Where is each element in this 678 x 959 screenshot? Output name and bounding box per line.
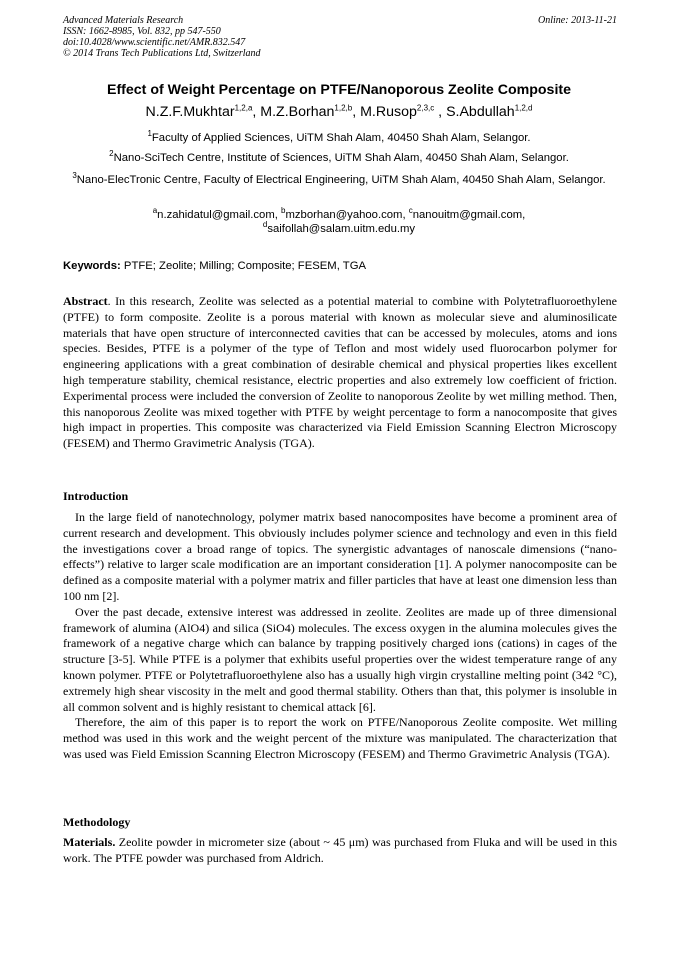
email-address: saifollah@salam.uitm.edu.my xyxy=(267,223,416,235)
affiliation-1 xyxy=(50,131,628,145)
abstract-label: Abstract xyxy=(63,294,108,308)
keywords-label: Keywords: xyxy=(63,260,121,272)
journal-doi: doi:10.4028/www.scientific.net/AMR.832.547 xyxy=(63,37,246,48)
email-marker: a xyxy=(152,206,158,216)
author-name: N.Z.F.Mukhtar xyxy=(145,104,235,120)
abstract-text: . In this research, Zeolite was selected as a potential material to combine with Polytetrafluoroethylene (PTFE) to form composite. Zeolite is a porous material with known as molecular sieve and aluminosilicate materials that have open structure of interconnected cavities that can be accessed by molecules, atoms and ions species. Besides, PTFE is a polymer of the type of Teflon and most widely used fluorocarbon polymer for engineering applications with a great combination of desirable chemical and physical properties likes excellent high temperature stability, chemical resistance, electric properties and also extremely low coefficient of friction. Experimental process were included the conversion of Zeolite to nanoporous Zeolite by wet milling method. Then, this nanoporous Zeolite was mixed together with PTFE by weight percentage to form a nanocomposite that gives high impact in properties. This composite was characterized via Field Emission Scanning Electron Microscopy (FESEM) and Thermo Gravimetric Analysis (TGA). xyxy=(63,294,617,451)
keywords-text: PTFE; Zeolite; Milling; Composite; FESEM, TGA xyxy=(120,260,367,272)
author-affiliation-marker: 2,3,c xyxy=(416,103,435,113)
affiliation-marker: 2 xyxy=(109,149,114,159)
introduction-paragraph: In the large field of nanotechnology, polymer matrix based nanocomposites have become a prominent area of current research and development. This obviously includes polymer science and technology and even in this field the investigations cover a broad range of topics. The synergistic advantages of nanoscale dimensions (“nano-effects”) relative to larger scale modification are an important consideration [1]. A polymer nanocomposite can be defined as a composite material with a polymer matrix and filler particles that have at least one dimension less than 100 nm [2]. xyxy=(63,510,617,603)
author-emails xyxy=(60,208,618,236)
email-address: mzborhan@yahoo.com, xyxy=(285,209,409,221)
abstract xyxy=(63,294,617,452)
email-marker: c xyxy=(408,206,413,216)
email-address: nanouitm@gmail.com, xyxy=(412,209,526,221)
affiliation-text: Nano-SciTech Centre, Institute of Sciences, UiTM Shah Alam, 40450 Shah Alam, Selangor. xyxy=(113,152,569,164)
paper-title: Effect of Weight Percentage on PTFE/Nanoporous Zeolite Composite xyxy=(106,82,572,98)
materials-label: Materials. xyxy=(63,835,116,849)
email-marker: b xyxy=(281,206,286,216)
methodology-heading: Methodology xyxy=(63,815,131,829)
affiliation-marker: 1 xyxy=(147,129,152,139)
author-name: M.Rusop xyxy=(360,104,417,120)
introduction-paragraph: Therefore, the aim of this paper is to report the work on PTFE/Nanoporous Zeolite composite. Wet milling method was used in this work and the weight percent of the mixture was manipulated. The characterization that was used was Field Emission Scanning Electron Microscopy (FESEM) and Thermo Gravimetric Analysis (TGA). xyxy=(63,715,617,761)
affiliation-2 xyxy=(50,151,628,165)
author-affiliation-marker: 1,2,b xyxy=(334,103,353,113)
journal-issn: ISSN: 1662-8985, Vol. 832, pp 547-550 xyxy=(63,26,221,37)
author-separator: , xyxy=(352,104,361,120)
author-affiliation-marker: 1,2,d xyxy=(514,103,533,113)
author-separator: , xyxy=(434,104,447,120)
affiliation-text: Nano-ElecTronic Centre, Faculty of Electrical Engineering, UiTM Shah Alam, 40450 Shah Alam, Selangor. xyxy=(76,174,606,186)
introduction-heading: Introduction xyxy=(63,489,129,503)
methodology-body xyxy=(63,835,617,867)
affiliation-marker: 3 xyxy=(72,171,77,181)
author-name: M.Z.Borhan xyxy=(260,104,335,120)
journal-header xyxy=(63,15,617,59)
email-marker: d xyxy=(262,220,268,230)
author-separator: , xyxy=(252,104,261,120)
introduction-paragraph: Over the past decade, extensive interest was addressed in zeolite. Zeolites are made up of three dimensional framework of alumina (AlO4) and silica (SiO4) molecules. The excess oxygen in the alumina molecules gives the framework of a negative charge which can balance by trapping positively charged ions (cations) in cages of the structure [3-5]. While PTFE is a polymer that exhibits useful properties over the widest temperature range of any known polymer. PTFE or Polytetrafluoroethylene also has a usually high virgin crystalline melting point (342 °C), extremely high shear viscosity in the melt and good thermal stability. Others than that, this polymer is insoluble in all common solvent and is highly resistant to chemical attack [6]. xyxy=(63,604,617,714)
introduction-body xyxy=(63,510,617,763)
author-affiliation-marker: 1,2,a xyxy=(234,103,253,113)
affiliation-text: Faculty of Applied Sciences, UiTM Shah Alam, 40450 Shah Alam, Selangor. xyxy=(151,132,531,144)
journal-copyright: © 2014 Trans Tech Publications Ltd, Switzerland xyxy=(63,48,261,59)
author-list xyxy=(40,103,638,121)
affiliation-3 xyxy=(60,173,618,187)
journal-name: Advanced Materials Research xyxy=(63,15,184,26)
email-address: n.zahidatul@gmail.com, xyxy=(157,209,282,221)
keywords xyxy=(63,259,617,273)
materials-text: Zeolite powder in micrometer size (about ~ 45 μm) was purchased from Fluka and will be used in this work. The PTFE powder was purchased from Aldrich. xyxy=(63,835,617,865)
author-name: S.Abdullah xyxy=(446,104,515,120)
online-date: Online: 2013-11-21 xyxy=(538,15,617,26)
